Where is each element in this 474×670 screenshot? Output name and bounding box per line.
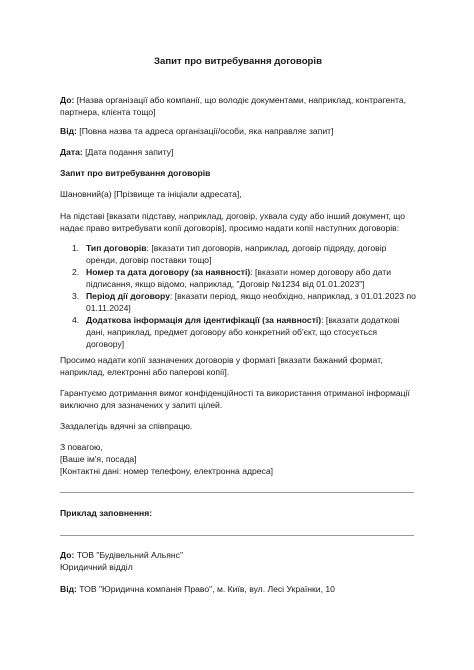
example-to-value: ТОВ "Будівельний Альянс" <box>74 550 183 560</box>
confidentiality-paragraph: Гарантуємо дотримання вимог конфіденційності та використання отриманої інформації виключно для зазначених у запиті цілей. <box>60 388 410 410</box>
list-item-number: 4. <box>72 315 80 325</box>
list-item-number: 2. <box>72 267 80 277</box>
list-item <box>60 290 416 314</box>
example-from-value: ТОВ "Юридична компанія Право", м. Київ, вул. Лесі Українки, 10 <box>76 584 335 594</box>
thanks-line: Заздалегідь вдячні за співпрацю. <box>60 421 193 431</box>
to-value: [Назва організації або компанії, що володіє документами, наприклад, контрагента, партнера, клієнта тощо] <box>60 95 407 117</box>
example-to-department: Юридичний відділ <box>60 562 133 572</box>
from-field <box>60 125 416 137</box>
example-to-label: До: <box>60 550 75 560</box>
subject-heading: Запит про витребування договорів <box>60 168 211 178</box>
example-from-label: Від: <box>60 584 77 594</box>
example-to-field <box>60 549 416 573</box>
document-title: Запит про витребування договорів <box>154 56 322 67</box>
list-item-label: Номер та дата договору (за наявності) <box>86 267 251 277</box>
intro-paragraph: На підставі [вказати підставу, наприклад, договір, ухвала суду або інший документ, що надає право витребувати копії договорів], просимо надати копії наступних договорів: <box>60 211 406 233</box>
list-item-number: 1. <box>72 243 80 253</box>
format-request-paragraph: Просимо надати копії зазначених договорів у форматі [вказати бажаний формат, наприклад, електронні або паперові копії]. <box>60 355 383 377</box>
list-item-label: Додаткова інформація для ідентифікації (за наявності) <box>86 315 322 325</box>
to-label: До: <box>60 95 75 105</box>
list-item-number: 3. <box>72 291 80 301</box>
list-item-text: : [вказати номер договору або дати підписання, якщо відомо, наприклад, "Договір №1234 від 01.01.2023"] <box>86 267 392 289</box>
list-item <box>60 266 416 290</box>
list-item-text: : [вказати період, якщо необхідно, наприклад, з 01.01.2023 по 01.11.2024] <box>86 291 416 313</box>
list-item-label: Тип договорів <box>86 243 147 253</box>
example-from-field <box>60 583 416 595</box>
list-item-text: : [вказати тип договорів, наприклад, договір підряду, договір оренди, договір поставки тощо] <box>86 243 387 265</box>
date-label: Дата: <box>60 147 83 157</box>
divider-bottom <box>60 535 414 536</box>
from-value: [Повна назва та адреса організації/особи, яка направляє запит] <box>76 126 334 136</box>
date-field <box>60 146 416 158</box>
list-item <box>60 242 416 266</box>
closing-respect: З повагою, <box>60 442 103 452</box>
example-heading: Приклад заповнення: <box>60 508 153 518</box>
list-item <box>60 314 416 350</box>
divider-top <box>60 492 414 493</box>
closing-contacts: [Контактні дані: номер телефону, електронна адреса] <box>60 466 274 476</box>
contract-list <box>60 242 416 350</box>
greeting: Шановний(а) [Прізвище та ініціали адресата], <box>60 189 242 199</box>
to-field <box>60 94 416 118</box>
closing-name: [Ваше ім'я, посада] <box>60 454 137 464</box>
closing-block <box>60 441 416 477</box>
from-label: Від: <box>60 126 77 136</box>
list-item-label: Період дії договору <box>86 291 170 301</box>
list-item-text: : [вказати додаткові дані, наприклад, предмет договору або конкретний об'єкт, що стосується договору] <box>86 315 400 349</box>
date-value: [Дата подання запиту] <box>82 147 174 157</box>
